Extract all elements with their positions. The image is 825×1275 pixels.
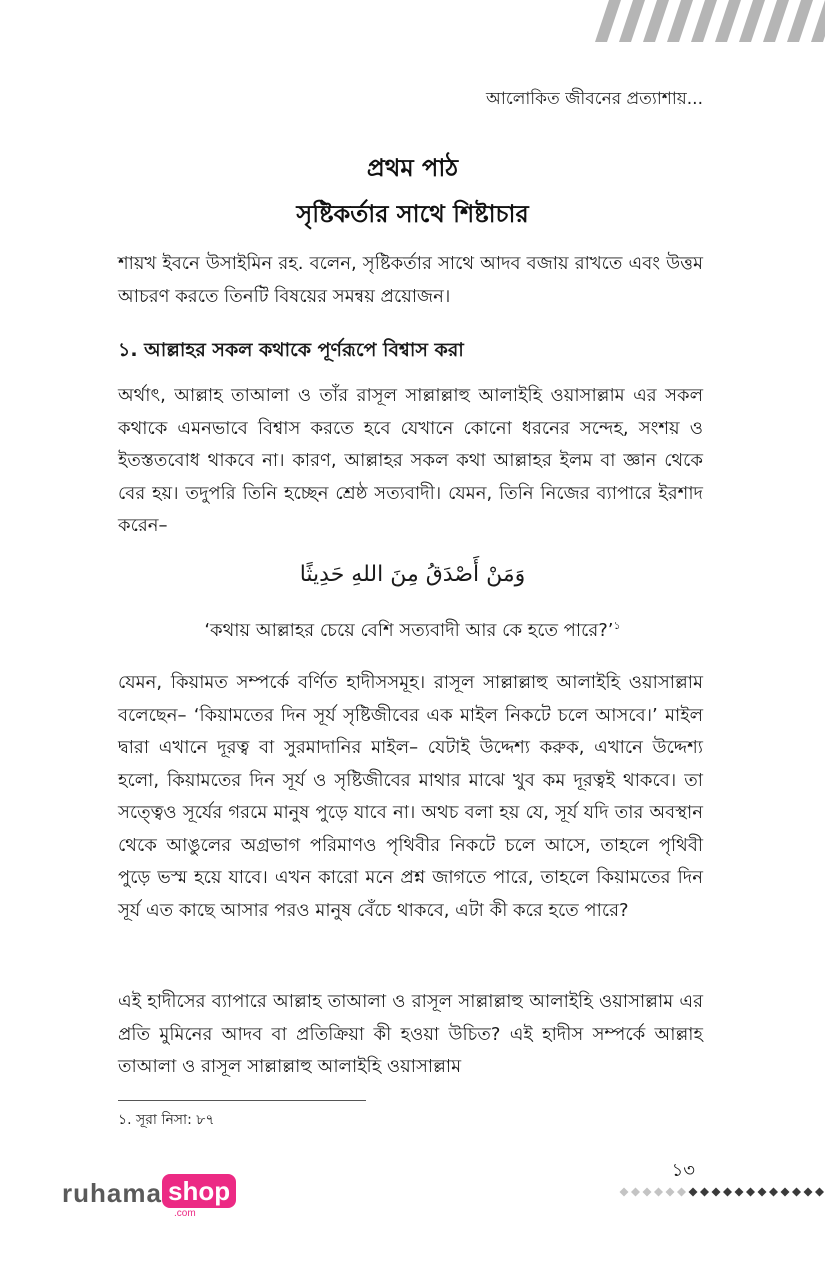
logo-suffix: .com [174,1208,196,1219]
stripe [763,0,789,42]
stripe [715,0,741,42]
paragraph-adab: এই হাদীসের ব্যাপারে আল্লাহ তাআলা ও রাসূল সাল্লাল্লাহু আলাইহি ওয়াসাল্লাম এর প্রতি মুমিনের আদব বা প্রতিক্রিয়া কী হওয়া উচিত? এই হাদীস সম্পর্কে আল্লাহ তাআলা ও রাসূল সাল্লাল্লাহু আলাইহি ওয়াসাল্লাম [118,991,703,1077]
diamond [631,1188,640,1197]
diamond [769,1188,778,1197]
diamond [620,1188,629,1197]
diamond [643,1188,652,1197]
stripe [787,0,813,42]
stripe [691,0,717,42]
stripe [739,0,765,42]
paragraph-belief: অর্থাৎ, আল্লাহ তাআলা ও তাঁর রাসূল সাল্লাল্লাহু আলাইহি ওয়াসাল্লাম এর সকল কথাকে এমনভাবে বিশ্বাস করতে হবে যেখানে কোনো ধরনের সন্দেহ, সংশয় ও ইতস্ততবোধ থাকবে না। কারণ, আল্লাহর সকল কথা আল্লাহর ইলম বা জ্ঞান থেকে বের হয়। তদুপরি তিনি হচ্ছেন শ্রেষ্ঠ সত্যবাদী। যেমন, তিনি নিজের ব্যাপারে ইরশাদ করেন– [118,385,703,536]
logo-word-ruhama: ruhama [62,1178,162,1208]
diamond [700,1188,709,1197]
chapter-subtitle: সৃষ্টিকর্তার সাথে শিষ্টাচার [296,200,529,228]
intro-paragraph: শায়খ ইবনে উসাইমিন রহ. বলেন, সৃষ্টিকর্তার সাথে আদব বজায় রাখতে এবং উত্তম আচরণ করতে তিনটি বিষয়ের সমন্বয় প্রয়োজন। [118,253,703,307]
footnote-reference: ১ [613,619,621,632]
stripe [619,0,645,42]
stripe [811,0,825,42]
footnote: ১. সূরা নিসা: ৮৭ [118,1112,215,1128]
stripe [595,0,621,42]
diamond [735,1188,744,1197]
arabic-verse: وَمَنْ أَصْدَقُ مِنَ اللهِ حَدِيثًا [299,562,526,587]
diamond [666,1188,675,1197]
verse-translation [0,616,825,647]
stripe [667,0,693,42]
diamond [677,1188,686,1197]
diamond [815,1188,824,1197]
verse-translation-text: ‘কথায় আল্লাহর চেয়ে বেশি সত্যবাদী আর কে হতে পারে?’ [204,620,614,641]
diamond [654,1188,663,1197]
ruhamashop-logo [62,1172,242,1222]
footnote-divider [118,1100,366,1101]
chapter-title: প্রথম পাঠ [366,154,459,182]
section-heading: ১. আল্লাহর সকল কথাকে পূর্ণরূপে বিশ্বাস করা [118,339,464,361]
corner-stripes-decoration [595,0,825,42]
stripe [643,0,669,42]
diamond [758,1188,767,1197]
diamond [746,1188,755,1197]
logo-word-shop: shop [162,1174,236,1208]
diamond [712,1188,721,1197]
diamond [723,1188,732,1197]
page-number: ১৩ [671,1160,695,1181]
running-head: আলোকিত জীবনের প্রত্যাশায়... [486,89,703,109]
diamond [781,1188,790,1197]
diamond-border-decoration [618,1182,825,1202]
paragraph-qiyamah: যেমন, কিয়ামত সম্পর্কে বর্ণিত হাদীসসমূহ। রাসূল সাল্লাল্লাহু আলাইহি ওয়াসাল্লাম বলেছেন– ‘কিয়ামতের দিন সূর্য সৃষ্টিজীবের এক মাইল নিকটে চলে আসবে।’ মাইল দ্বারা এখানে দূরত্ব বা সুরমাদানির মাইল– যেটাই উদ্দেশ্য করুক, এখানে উদ্দেশ্য হলো, কিয়ামতের দিন সূর্য ও সৃষ্টিজীবের মাথার মাঝে খুব কম দূরত্বই থাকবে। তা সত্ত্বেও সূর্যের গরমে মানুষ পুড়ে যাবে না। অথচ বলা হয় যে, সূর্য যদি তার অবস্থান থেকে আঙুলের অগ্রভাগ পরিমাণও পৃথিবীর নিকটে চলে আসে, তাহলে পৃথিবী পুড়ে ভস্ম হয়ে যাবে। এখন কারো মনে প্রশ্ন জাগতে পারে, তাহলে কিয়ামতের দিন সূর্য এত কাছে আসার পরও মানুষ বেঁচে থাকবে, এটা কী করে হতে পারে? [118,672,703,921]
diamond [689,1188,698,1197]
diamond [792,1188,801,1197]
diamond [804,1188,813,1197]
